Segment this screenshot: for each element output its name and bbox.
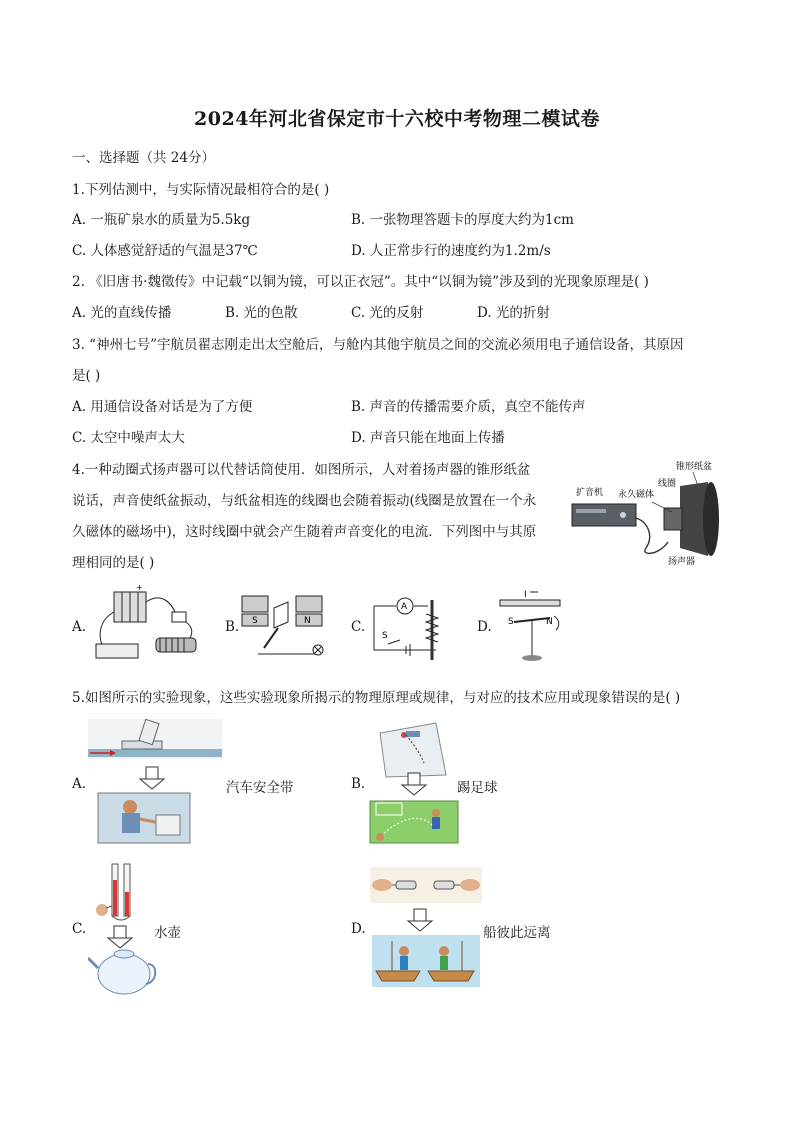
q5-stem: 5.如图所示的实验现象，这些实验现象所揭示的物理原理或规律，与对应的技术应用或现象错误的是( ) <box>72 690 681 706</box>
q1-stem: 1.下列估测中，与实际情况最相符合的是( ) <box>72 182 330 198</box>
fig-c-s: S <box>382 631 388 641</box>
q5-label-b: B. <box>351 776 366 792</box>
q4-figure-b <box>238 588 326 666</box>
q4-figure-a <box>86 582 206 670</box>
svg-text:+: + <box>136 583 143 592</box>
q3-option-a: A. 用通信设备对话是为了方便 <box>72 399 253 415</box>
q4-fig-label-c: C. <box>351 619 366 635</box>
q3-option-c: C. 太空中噪声太大 <box>72 430 185 446</box>
q2-option-a: A. 光的直线传播 <box>72 305 172 321</box>
q5-text-b: 踢足球 <box>457 780 498 796</box>
q4-fig-label-d: D. <box>477 619 492 635</box>
q4-stem-line4: 理相同的是( ) <box>72 555 155 571</box>
q5-label-a: A. <box>72 776 87 792</box>
speaker-figure <box>568 456 728 571</box>
section-heading: 一、选择题（共 24分） <box>72 150 215 166</box>
q1-option-c: C. 人体感觉舒适的气温是37℃ <box>72 243 258 259</box>
q3-option-d: D. 声音只能在地面上传播 <box>351 430 505 446</box>
q3-option-b: B. 声音的传播需要介质，真空不能传声 <box>351 399 586 415</box>
q3-stem-line1: 3. “神州七号”宇航员翟志刚走出太空舱后，与舱内其他宇航员之间的交流必须用电子通信设备，其原因 <box>72 337 684 353</box>
q1-option-d: D. 人正常步行的速度约为1.2m/s <box>351 243 551 259</box>
fig-d-n: N <box>546 617 553 627</box>
q5-label-c: C. <box>72 921 87 937</box>
q5-label-d: D. <box>351 921 366 937</box>
q2-option-c: C. 光的反射 <box>351 305 424 321</box>
q4-stem-line1: 4.一种动圈式扬声器可以代替话筒使用．如图所示，人对着扬声器的锥形纸盆 <box>72 462 531 478</box>
label-amp: 扩音机 <box>576 488 604 498</box>
fig-d-i: I <box>524 590 527 600</box>
fig-b-s: S <box>252 616 258 626</box>
q4-stem-line3: 久磁体的磁场中)，这时线圈中就会产生随着声音变化的电流．下列图中与其原 <box>72 524 537 540</box>
q5-text-a: 汽车安全带 <box>226 780 294 796</box>
q2-stem: 2. 《旧唐书·魏徵传》中记载“以铜为镜，可以正衣冠”。其中“以铜为镜”涉及到的光现象原理是( ) <box>72 274 649 290</box>
q1-option-a: A. 一瓶矿泉水的质量为5.5kg <box>72 212 251 228</box>
page-title: 2024年河北省保定市十六校中考物理二模试卷 <box>194 108 600 130</box>
q5-text-c: 水壶 <box>154 925 181 941</box>
q2-option-b: B. 光的色散 <box>225 305 298 321</box>
q4-fig-label-a: A. <box>72 619 87 635</box>
q5-figure-b <box>366 715 462 845</box>
label-speaker: 扬声器 <box>668 557 696 567</box>
label-cone: 锥形纸盆 <box>676 462 713 472</box>
label-magnet: 永久磁体 <box>618 490 655 500</box>
q4-stem-line2: 说话，声音使纸盆振动，与纸盆相连的线圈也会随着振动(线圈是放置在一个永 <box>72 493 537 509</box>
q2-option-d: D. 光的折射 <box>477 305 550 321</box>
label-coil: 线圈 <box>658 479 677 489</box>
q4-figure-d <box>494 588 566 666</box>
q1-option-b: B. 一张物理答题卡的厚度大约为1cm <box>351 212 574 228</box>
q5-text-d: 船彼此远离 <box>483 925 551 941</box>
q4-fig-label-b: B. <box>225 619 240 635</box>
fig-b-n: N <box>304 616 311 626</box>
fig-d-s: S <box>508 617 514 627</box>
q4-figure-c <box>366 590 450 666</box>
fig-c-a: A <box>401 602 408 612</box>
q5-figure-d <box>368 865 484 989</box>
q5-figure-c <box>88 860 160 1000</box>
q5-figure-a <box>86 715 224 845</box>
q3-stem-line2: 是( ) <box>72 368 101 384</box>
